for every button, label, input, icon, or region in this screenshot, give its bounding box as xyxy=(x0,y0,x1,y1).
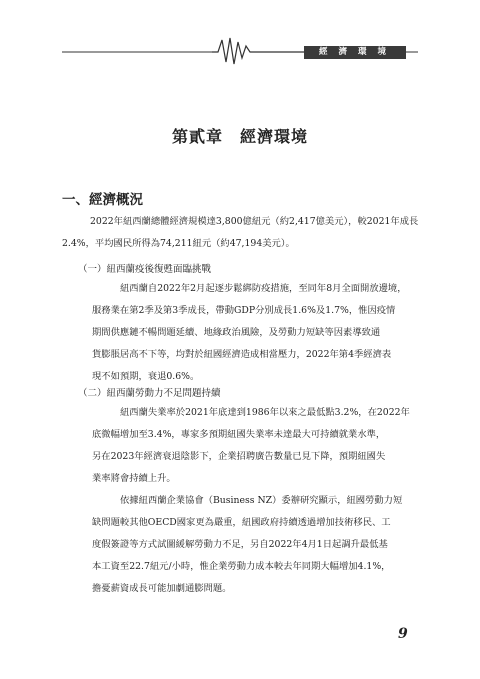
paragraph-line: 紐西蘭自2022年2月起逐步鬆綁防疫措施，至同年8月全面開放邊境， xyxy=(120,283,407,294)
intro-paragraph xyxy=(62,211,425,255)
paragraph-line: 另在2023年經濟衰退陰影下，企業招聘廣告數量已見下降，預期紐國失 xyxy=(92,451,386,462)
header-section-label: 經濟環境 xyxy=(304,46,406,59)
subsection-paragraph xyxy=(92,490,420,600)
paragraph-line: 貨膨脹居高不下等，均對於紐國經濟造成相當壓力，2022年第4季經濟表 xyxy=(92,349,392,360)
subsection-paragraph xyxy=(92,402,420,490)
paragraph-line: 業率將會持續上升。 xyxy=(92,473,176,484)
paragraph-line: 依據紐西蘭企業協會（Business NZ）委辦研究顯示，紐國勞動力短 xyxy=(120,495,403,506)
intro-line: 2.4%，平均國民所得為74,211紐元（約47,194美元）。 xyxy=(62,238,295,249)
subsection-paragraph xyxy=(92,278,420,388)
paragraph-line: 服務業在第2季及第3季成長，帶動GDP分別成長1.6%及1.7%，惟因疫情 xyxy=(92,305,396,316)
paragraph-line: 紐西蘭失業率於2021年底達到1986年以來之最低點3.2%，在2022年 xyxy=(120,407,410,418)
paragraph-line: 現不如預期，衰退0.6%。 xyxy=(92,371,200,382)
subsection-heading: （一）紐西蘭疫後復甦面臨挑戰 xyxy=(78,264,212,275)
chapter-title: 第貳章 經濟環境 xyxy=(171,127,308,146)
subsection-heading: （二）紐西蘭勞動力不足問題持續 xyxy=(78,388,221,399)
heartbeat-line-icon xyxy=(0,0,480,70)
paragraph-line: 擔憂薪資成長可能加劇通膨問題。 xyxy=(92,583,232,594)
intro-line: 2022年紐西蘭總體經濟規模達3,800億紐元（約2,417億美元），較2021年成長 xyxy=(90,216,419,227)
page-number: 9 xyxy=(398,626,408,642)
paragraph-line: 本工資至22.7紐元/小時，惟企業勞動力成本較去年同期大幅增加4.1%， xyxy=(92,561,391,572)
page-header xyxy=(0,0,480,70)
paragraph-line: 底微幅增加至3.4%，專家多預期紐國失業率未達最大可持續就業水準， xyxy=(92,429,386,440)
paragraph-line: 度假簽證等方式試圖緩解勞動力不足，另自2022年4月1日起調升最低基 xyxy=(92,539,388,550)
paragraph-line: 期間供應鏈不暢問題延續、地緣政治風險，及勞動力短缺等因素導致通 xyxy=(92,327,381,338)
paragraph-line: 缺問題較其他OECD國家更為嚴重，紐國政府持續透過增加技術移民、工 xyxy=(92,517,391,528)
section-title: 一、經濟概況 xyxy=(62,192,143,208)
